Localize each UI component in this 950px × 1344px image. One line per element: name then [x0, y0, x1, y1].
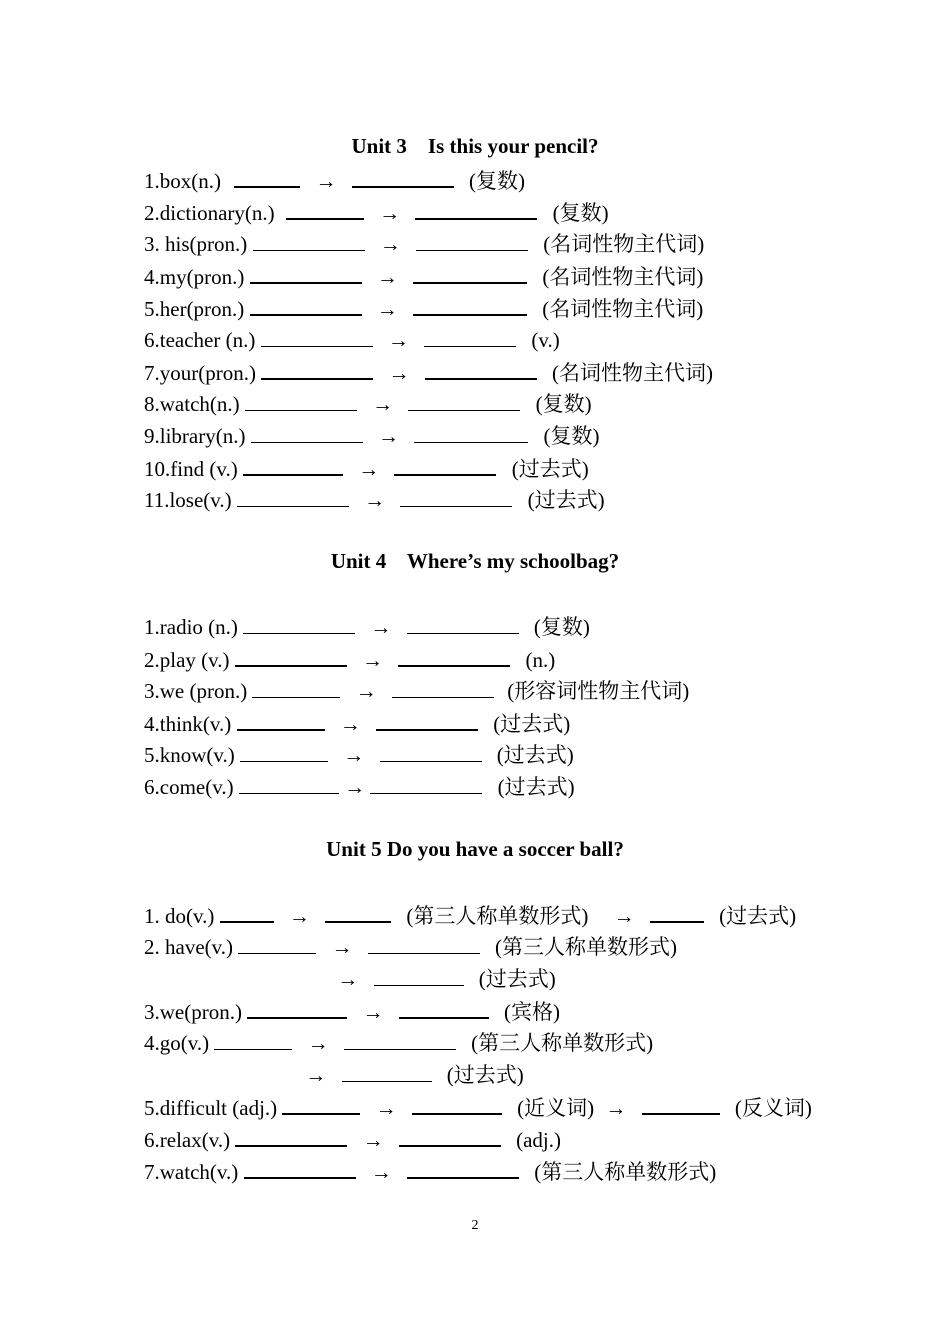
arrow-icon: →	[370, 1160, 392, 1184]
answer-blank[interactable]	[650, 901, 704, 923]
form-hint: (近义词)	[517, 1096, 595, 1120]
word-label: 6.teacher (n.)	[144, 328, 256, 352]
arrow-icon: →	[315, 169, 337, 193]
answer-blank[interactable]	[413, 294, 527, 316]
unit5-row-2	[144, 933, 677, 959]
answer-blank[interactable]	[252, 677, 340, 698]
form-hint: (第三人称单数形式)	[495, 935, 678, 959]
unit5-row-4	[144, 1029, 653, 1055]
unit3-row-11	[144, 486, 605, 512]
form-hint: (宾格)	[503, 1000, 560, 1024]
word-label: 6.come(v.)	[144, 775, 234, 799]
form-hint: (过去式)	[527, 488, 605, 512]
word-label: 2.play (v.)	[144, 648, 230, 672]
word-label: 4.go(v.)	[144, 1031, 210, 1055]
answer-blank[interactable]	[368, 933, 480, 954]
answer-blank[interactable]	[399, 997, 489, 1019]
answer-blank[interactable]	[414, 422, 528, 443]
form-hint: (过去式)	[496, 743, 574, 767]
unit5-row-3	[144, 997, 560, 1024]
answer-blank[interactable]	[286, 198, 364, 220]
arrow-icon: →	[376, 297, 398, 321]
unit4-row-3	[144, 677, 689, 703]
answer-blank[interactable]	[412, 1093, 502, 1115]
answer-blank[interactable]	[370, 773, 482, 794]
answer-blank[interactable]	[376, 709, 478, 731]
answer-blank[interactable]	[400, 486, 512, 507]
form-hint: (过去式)	[446, 1063, 524, 1087]
arrow-icon: →	[339, 712, 361, 736]
answer-blank[interactable]	[413, 262, 527, 284]
arrow-icon: →	[388, 361, 410, 385]
answer-blank[interactable]	[235, 645, 347, 667]
word-label: 5.her(pron.)	[144, 297, 245, 321]
word-label: 8.watch(n.)	[144, 392, 240, 416]
answer-blank[interactable]	[352, 166, 454, 188]
word-label: 11.lose(v.)	[144, 488, 232, 512]
form-hint: (adj.)	[516, 1128, 561, 1152]
form-hint: (名词性物主代词)	[542, 265, 704, 289]
arrow-icon: →	[355, 679, 377, 703]
form-hint: (过去式)	[497, 775, 575, 799]
answer-blank[interactable]	[424, 326, 516, 347]
form-hint: (复数)	[552, 201, 609, 225]
word-label: 2.dictionary(n.)	[144, 201, 275, 225]
unit3-row-4	[144, 262, 703, 289]
form-hint: (复数)	[535, 392, 592, 416]
word-label: 9.library(n.)	[144, 424, 246, 448]
form-hint: (v.)	[531, 328, 560, 352]
arrow-icon: →	[362, 1128, 384, 1152]
form-hint: (名词性物主代词)	[551, 361, 713, 385]
word-label: 1.box(n.)	[144, 169, 221, 193]
answer-blank[interactable]	[247, 997, 347, 1019]
arrow-icon: →	[387, 328, 409, 352]
arrow-icon: →	[370, 615, 392, 639]
answer-blank[interactable]	[250, 262, 362, 284]
answer-blank[interactable]	[325, 901, 391, 923]
unit3-row-3	[144, 230, 704, 256]
answer-blank[interactable]	[243, 613, 355, 634]
arrow-icon: →	[362, 648, 384, 672]
word-label: 3. his(pron.)	[144, 232, 248, 256]
answer-blank[interactable]	[244, 1157, 356, 1179]
form-hint: (反义词)	[734, 1096, 812, 1120]
arrow-icon: →	[358, 457, 380, 481]
unit4-row-1	[144, 613, 590, 639]
arrow-icon: →	[337, 967, 359, 991]
answer-blank[interactable]	[220, 901, 274, 923]
arrow-icon: →	[364, 488, 386, 512]
answer-blank[interactable]	[214, 1029, 292, 1050]
arrow-icon: →	[305, 1063, 327, 1087]
answer-blank[interactable]	[261, 326, 373, 347]
unit5-row-6	[144, 1125, 561, 1152]
unit3-row-7	[144, 358, 713, 385]
word-label: 2. have(v.)	[144, 935, 234, 959]
word-label: 5.know(v.)	[144, 743, 235, 767]
arrow-icon: →	[343, 743, 365, 767]
form-hint: (复数)	[533, 615, 590, 639]
unit3-row-9	[144, 422, 599, 448]
page-number: 2	[471, 1218, 479, 1233]
answer-blank[interactable]	[243, 454, 343, 476]
answer-blank[interactable]	[250, 294, 362, 316]
arrow-icon: →	[331, 935, 353, 959]
answer-blank[interactable]	[245, 390, 357, 411]
unit4-title: Unit 4 Where’s my schoolbag?	[330, 549, 620, 573]
unit3-row-5	[144, 294, 703, 321]
arrow-icon: →	[288, 904, 310, 928]
answer-blank[interactable]	[416, 230, 528, 251]
arrow-icon: →	[372, 392, 394, 416]
arrow-icon: →	[307, 1031, 329, 1055]
answer-blank[interactable]	[251, 422, 363, 443]
form-hint: (n.)	[525, 648, 556, 672]
unit4-row-6	[144, 773, 575, 799]
answer-blank[interactable]	[238, 933, 316, 954]
unit5-title: Unit 5 Do you have a soccer ball?	[326, 837, 624, 861]
word-label: 10.find (v.)	[144, 457, 238, 481]
word-label: 7.your(pron.)	[144, 361, 256, 385]
unit3-row-1	[144, 166, 525, 193]
arrow-icon: →	[377, 424, 399, 448]
arrow-icon: →	[375, 1096, 397, 1120]
answer-blank[interactable]	[237, 486, 349, 507]
unit5-row-1	[144, 901, 796, 928]
form-hint: (第三人称单数形式)	[471, 1031, 654, 1055]
unit5-row-5	[144, 1093, 812, 1120]
answer-blank[interactable]	[235, 1125, 347, 1147]
answer-blank[interactable]	[399, 1125, 501, 1147]
unit3-row-2	[144, 198, 609, 225]
word-label: 7.watch(v.)	[144, 1160, 239, 1184]
arrow-icon: →	[376, 265, 398, 289]
form-hint: (形容词性物主代词)	[507, 679, 690, 703]
form-hint: (名词性物主代词)	[542, 297, 704, 321]
unit5-row-2b	[322, 965, 556, 991]
word-label: 6.relax(v.)	[144, 1128, 231, 1152]
answer-blank[interactable]	[408, 390, 520, 411]
form-hint: (第三人称单数形式)	[534, 1160, 717, 1184]
arrow-icon: →	[605, 1096, 627, 1120]
form-hint: (第三人称单数形式)	[406, 904, 589, 928]
word-label: 4.my(pron.)	[144, 265, 245, 289]
answer-blank[interactable]	[392, 677, 494, 698]
arrow-icon: →	[379, 232, 401, 256]
form-hint: (名词性物主代词)	[543, 232, 705, 256]
word-label: 3.we(pron.)	[144, 1000, 242, 1024]
form-hint: (复数)	[543, 424, 600, 448]
answer-blank[interactable]	[415, 198, 537, 220]
word-label: 5.difficult (adj.)	[144, 1096, 278, 1120]
answer-blank[interactable]	[374, 965, 464, 986]
unit4-row-2	[144, 645, 555, 672]
unit4-row-4	[144, 709, 570, 736]
answer-blank[interactable]	[342, 1061, 432, 1082]
form-hint: (过去式)	[478, 967, 556, 991]
answer-blank[interactable]	[398, 645, 510, 667]
answer-blank[interactable]	[407, 1157, 519, 1179]
word-label: 4.think(v.)	[144, 712, 232, 736]
form-hint: (过去式)	[511, 457, 589, 481]
answer-blank[interactable]	[253, 230, 365, 251]
form-hint: (过去式)	[719, 904, 797, 928]
answer-blank[interactable]	[239, 773, 339, 794]
word-label: 3.we (pron.)	[144, 679, 248, 703]
arrow-icon: →	[613, 904, 635, 928]
form-hint: (复数)	[469, 169, 525, 193]
arrow-icon: →	[379, 201, 401, 225]
form-hint: (过去式)	[493, 712, 571, 736]
answer-blank[interactable]	[261, 358, 373, 380]
unit5-row-4b	[290, 1061, 524, 1087]
answer-blank[interactable]	[394, 454, 496, 476]
answer-blank[interactable]	[240, 741, 328, 762]
unit3-row-8	[144, 390, 592, 416]
word-label: 1. do(v.)	[144, 904, 215, 928]
answer-blank[interactable]	[380, 741, 482, 762]
answer-blank[interactable]	[234, 166, 300, 188]
word-label: 1.radio (n.)	[144, 615, 238, 639]
answer-blank[interactable]	[237, 709, 325, 731]
arrow-icon: →	[344, 775, 366, 799]
answer-blank[interactable]	[344, 1029, 456, 1050]
answer-blank[interactable]	[407, 613, 519, 634]
answer-blank[interactable]	[282, 1093, 360, 1115]
answer-blank[interactable]	[425, 358, 537, 380]
arrow-icon: →	[362, 1000, 384, 1024]
unit3-row-6	[144, 326, 560, 352]
answer-blank[interactable]	[642, 1093, 720, 1115]
unit3-title: Unit 3 Is this your pencil?	[351, 134, 599, 158]
unit3-row-10	[144, 454, 589, 481]
unit4-row-5	[144, 741, 574, 767]
unit5-row-7	[144, 1157, 716, 1184]
